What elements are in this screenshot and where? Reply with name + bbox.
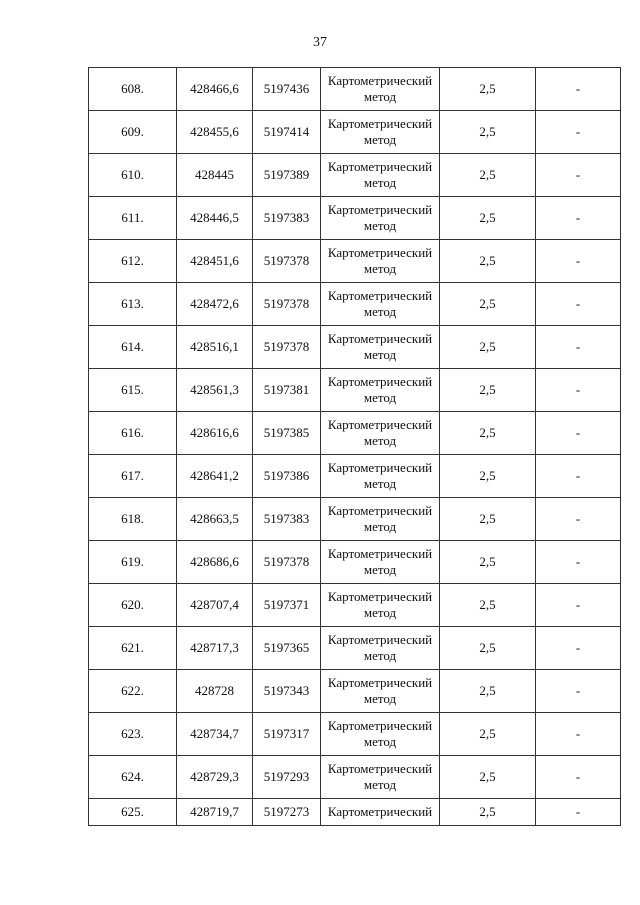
point-number-cell: 610. (89, 154, 177, 197)
method-line-1: Картометрический (327, 288, 433, 303)
note-cell: - (536, 541, 621, 584)
accuracy-cell: 2,5 (440, 111, 536, 154)
coordinates-table-body (89, 68, 621, 826)
method-cell (321, 455, 440, 498)
method-cell (321, 154, 440, 197)
method-line-1: Картометрический (327, 73, 433, 88)
method-line-1: Картометрический (327, 632, 433, 647)
table-row (89, 326, 621, 369)
point-number-cell: 624. (89, 756, 177, 799)
x-coordinate-cell: 428472,6 (177, 283, 253, 326)
accuracy-cell: 2,5 (440, 498, 536, 541)
point-number-cell: 622. (89, 670, 177, 713)
method-line-1: Картометрический (327, 116, 433, 131)
accuracy-cell: 2,5 (440, 541, 536, 584)
table-row (89, 541, 621, 584)
method-line-2: метод (363, 691, 397, 706)
y-coordinate-cell: 5197414 (253, 111, 321, 154)
x-coordinate-cell: 428734,7 (177, 713, 253, 756)
point-number-cell: 625. (89, 799, 177, 826)
table-row (89, 455, 621, 498)
method-line-2: метод (363, 89, 397, 104)
method-line-1: Картометрический (327, 503, 433, 518)
note-cell: - (536, 670, 621, 713)
table-row (89, 713, 621, 756)
accuracy-cell: 2,5 (440, 326, 536, 369)
y-coordinate-cell: 5197383 (253, 197, 321, 240)
point-number-cell: 612. (89, 240, 177, 283)
method-line-2: метод (363, 175, 397, 190)
x-coordinate-cell: 428451,6 (177, 240, 253, 283)
method-line-1: Картометрический (327, 761, 433, 776)
method-cell (321, 369, 440, 412)
method-line-1: Картометрический (327, 374, 433, 389)
note-cell: - (536, 326, 621, 369)
y-coordinate-cell: 5197343 (253, 670, 321, 713)
method-line-1: Картометрический (327, 460, 433, 475)
x-coordinate-cell: 428561,3 (177, 369, 253, 412)
method-line-1: Картометрический (327, 675, 433, 690)
point-number-cell: 609. (89, 111, 177, 154)
note-cell: - (536, 283, 621, 326)
method-cell (321, 670, 440, 713)
method-line-2: метод (363, 390, 397, 405)
note-cell: - (536, 713, 621, 756)
method-line-2: метод (363, 476, 397, 491)
y-coordinate-cell: 5197293 (253, 756, 321, 799)
x-coordinate-cell: 428641,2 (177, 455, 253, 498)
table-row (89, 498, 621, 541)
method-cell (321, 498, 440, 541)
page-number: 37 (313, 35, 327, 50)
method-line-2: метод (363, 605, 397, 620)
y-coordinate-cell: 5197365 (253, 627, 321, 670)
note-cell: - (536, 197, 621, 240)
y-coordinate-cell: 5197317 (253, 713, 321, 756)
method-cell (321, 799, 440, 826)
table-row (89, 154, 621, 197)
x-coordinate-cell: 428616,6 (177, 412, 253, 455)
point-number-cell: 621. (89, 627, 177, 670)
point-number-cell: 611. (89, 197, 177, 240)
coordinates-table (88, 67, 621, 826)
method-line-2: метод (363, 562, 397, 577)
y-coordinate-cell: 5197383 (253, 498, 321, 541)
accuracy-cell: 2,5 (440, 455, 536, 498)
x-coordinate-cell: 428663,5 (177, 498, 253, 541)
method-line-2: метод (363, 734, 397, 749)
accuracy-cell: 2,5 (440, 756, 536, 799)
x-coordinate-cell: 428466,6 (177, 68, 253, 111)
method-cell (321, 68, 440, 111)
y-coordinate-cell: 5197385 (253, 412, 321, 455)
y-coordinate-cell: 5197378 (253, 240, 321, 283)
table-row (89, 799, 621, 826)
method-line-1: Картометрический (327, 245, 433, 260)
y-coordinate-cell: 5197378 (253, 283, 321, 326)
method-cell (321, 197, 440, 240)
method-line-2: метод (363, 132, 397, 147)
accuracy-cell: 2,5 (440, 584, 536, 627)
method-cell (321, 627, 440, 670)
x-coordinate-cell: 428516,1 (177, 326, 253, 369)
table-row (89, 240, 621, 283)
method-line-1: Картометрический (327, 718, 433, 733)
method-line-1: Картометрический (327, 159, 433, 174)
method-line-2: метод (363, 519, 397, 534)
note-cell: - (536, 369, 621, 412)
accuracy-cell: 2,5 (440, 627, 536, 670)
accuracy-cell: 2,5 (440, 670, 536, 713)
x-coordinate-cell: 428717,3 (177, 627, 253, 670)
method-line-2: метод (363, 261, 397, 276)
y-coordinate-cell: 5197436 (253, 68, 321, 111)
accuracy-cell: 2,5 (440, 369, 536, 412)
table-row (89, 627, 621, 670)
table-row (89, 670, 621, 713)
note-cell: - (536, 455, 621, 498)
x-coordinate-cell: 428719,7 (177, 799, 253, 826)
table-row (89, 111, 621, 154)
accuracy-cell: 2,5 (440, 68, 536, 111)
x-coordinate-cell: 428446,5 (177, 197, 253, 240)
note-cell: - (536, 154, 621, 197)
method-line-2: метод (363, 433, 397, 448)
x-coordinate-cell: 428686,6 (177, 541, 253, 584)
method-line-2: метод (363, 347, 397, 362)
method-cell (321, 240, 440, 283)
method-line-2: метод (363, 648, 397, 663)
method-cell (321, 111, 440, 154)
accuracy-cell: 2,5 (440, 713, 536, 756)
note-cell: - (536, 240, 621, 283)
method-line-1: Картометрический (327, 804, 433, 819)
note-cell: - (536, 111, 621, 154)
note-cell: - (536, 756, 621, 799)
table-row (89, 283, 621, 326)
note-cell: - (536, 412, 621, 455)
table-row (89, 756, 621, 799)
method-line-1: Картометрический (327, 331, 433, 346)
table-row (89, 412, 621, 455)
y-coordinate-cell: 5197273 (253, 799, 321, 826)
method-line-1: Картометрический (327, 546, 433, 561)
method-cell (321, 541, 440, 584)
y-coordinate-cell: 5197386 (253, 455, 321, 498)
table-row (89, 584, 621, 627)
x-coordinate-cell: 428455,6 (177, 111, 253, 154)
note-cell: - (536, 68, 621, 111)
point-number-cell: 620. (89, 584, 177, 627)
method-line-2: метод (363, 304, 397, 319)
note-cell: - (536, 498, 621, 541)
method-cell (321, 713, 440, 756)
method-line-1: Картометрический (327, 202, 433, 217)
point-number-cell: 614. (89, 326, 177, 369)
method-cell (321, 584, 440, 627)
method-cell (321, 756, 440, 799)
y-coordinate-cell: 5197378 (253, 326, 321, 369)
point-number-cell: 613. (89, 283, 177, 326)
accuracy-cell: 2,5 (440, 154, 536, 197)
y-coordinate-cell: 5197389 (253, 154, 321, 197)
x-coordinate-cell: 428707,4 (177, 584, 253, 627)
method-cell (321, 283, 440, 326)
point-number-cell: 616. (89, 412, 177, 455)
y-coordinate-cell: 5197381 (253, 369, 321, 412)
x-coordinate-cell: 428729,3 (177, 756, 253, 799)
accuracy-cell: 2,5 (440, 240, 536, 283)
method-line-1: Картометрический (327, 589, 433, 604)
method-line-2: метод (363, 218, 397, 233)
method-line-1: Картометрический (327, 417, 433, 432)
x-coordinate-cell: 428728 (177, 670, 253, 713)
method-line-2: метод (363, 777, 397, 792)
point-number-cell: 617. (89, 455, 177, 498)
point-number-cell: 618. (89, 498, 177, 541)
accuracy-cell: 2,5 (440, 799, 536, 826)
method-cell (321, 326, 440, 369)
note-cell: - (536, 584, 621, 627)
note-cell: - (536, 799, 621, 826)
accuracy-cell: 2,5 (440, 197, 536, 240)
y-coordinate-cell: 5197371 (253, 584, 321, 627)
point-number-cell: 608. (89, 68, 177, 111)
point-number-cell: 623. (89, 713, 177, 756)
accuracy-cell: 2,5 (440, 412, 536, 455)
note-cell: - (536, 627, 621, 670)
table-row (89, 369, 621, 412)
point-number-cell: 619. (89, 541, 177, 584)
method-cell (321, 412, 440, 455)
table-row (89, 68, 621, 111)
x-coordinate-cell: 428445 (177, 154, 253, 197)
point-number-cell: 615. (89, 369, 177, 412)
y-coordinate-cell: 5197378 (253, 541, 321, 584)
table-row (89, 197, 621, 240)
accuracy-cell: 2,5 (440, 283, 536, 326)
